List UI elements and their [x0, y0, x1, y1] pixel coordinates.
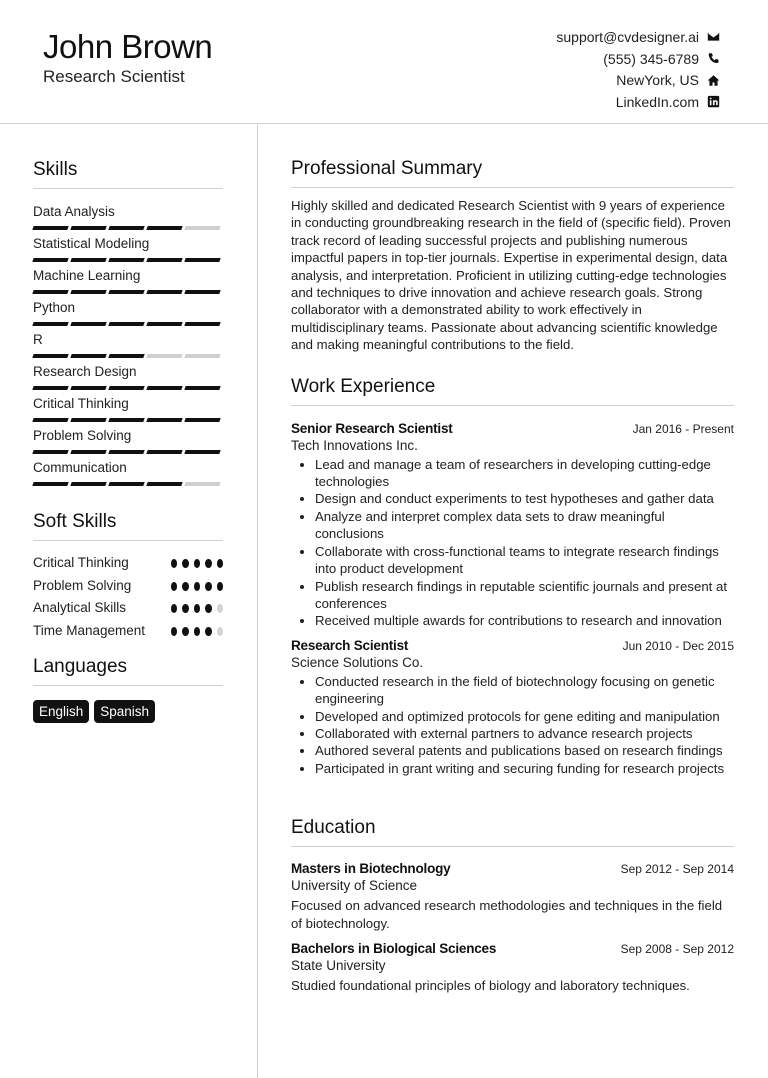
column-divider	[257, 124, 258, 1078]
contact-linkedin[interactable]	[556, 91, 720, 113]
contact-phone[interactable]	[556, 48, 720, 70]
right-column	[291, 124, 734, 994]
skill-level-segment-empty	[184, 482, 220, 486]
experience-heading: Work Experience	[291, 376, 734, 406]
soft-skill-name: Time Management	[33, 622, 146, 638]
soft-skill-rating	[171, 627, 223, 636]
skill-name: Communication	[33, 460, 127, 475]
skill-level-segment-filled	[184, 418, 220, 422]
skill-name: R	[33, 332, 43, 347]
rating-dot-filled	[205, 582, 211, 591]
skill-level-segment-filled	[32, 258, 68, 262]
skill-level-segment-filled	[146, 482, 182, 486]
responsibility-item: • Received multiple awards for contributions to research and innovation	[315, 612, 734, 629]
skill-level-bar	[33, 221, 223, 235]
skill-level-segment-filled	[146, 450, 182, 454]
skill-item	[33, 235, 223, 267]
job-company: Tech Innovations Inc.	[291, 437, 418, 453]
resume-header	[0, 0, 768, 124]
responsibility-item: • Publish research findings in reputable scientific journals and present at conferences	[315, 578, 734, 613]
rating-dot-filled	[171, 559, 177, 568]
education-date: Sep 2012 - Sep 2014	[620, 862, 734, 877]
skill-level-segment-filled	[70, 418, 106, 422]
rating-dot-empty	[217, 627, 223, 636]
responsibility-item: • Conducted research in the field of biotechnology focusing on genetic engineering	[315, 673, 734, 708]
skill-level-segment-filled	[70, 322, 106, 326]
soft-skills-heading: Soft Skills	[33, 511, 223, 541]
responsibility-item: • Authored several patents and publications based on research findings	[315, 742, 734, 759]
skill-level-segment-filled	[108, 258, 144, 262]
soft-skill-item	[33, 599, 223, 617]
rating-dot-filled	[182, 559, 188, 568]
skill-level-segment-filled	[70, 226, 106, 230]
rating-dot-filled	[205, 604, 211, 613]
job-header	[291, 638, 734, 653]
experience-list	[291, 421, 734, 778]
contact-location-text: NewYork, US	[616, 72, 699, 89]
job-responsibilities	[291, 456, 734, 630]
degree-title: Masters in Biotechnology	[291, 861, 451, 877]
skill-level-bar	[33, 285, 223, 299]
skill-item	[33, 363, 223, 395]
skill-level-bar	[33, 317, 223, 331]
soft-skill-name: Critical Thinking	[33, 555, 129, 570]
skill-level-segment-empty	[184, 226, 220, 230]
skill-level-segment-filled	[108, 322, 144, 326]
soft-skills-list	[33, 554, 223, 639]
skill-level-segment-filled	[32, 354, 68, 358]
job-entry	[291, 638, 734, 777]
soft-skill-item	[33, 554, 223, 572]
job-entry	[291, 421, 734, 630]
skill-level-bar	[33, 381, 223, 395]
skill-item	[33, 267, 223, 299]
soft-skill-name: Analytical Skills	[33, 600, 127, 615]
rating-dot-filled	[205, 627, 211, 636]
skill-level-segment-filled	[184, 322, 220, 326]
rating-dot-filled	[171, 604, 177, 613]
contact-email[interactable]	[556, 26, 720, 48]
skill-item	[33, 331, 223, 363]
skill-level-segment-filled	[184, 290, 220, 294]
skill-level-segment-filled	[146, 322, 182, 326]
contact-phone-text[interactable]: (555) 345-6789	[603, 50, 699, 67]
skill-level-segment-filled	[32, 450, 68, 454]
skill-item	[33, 459, 223, 491]
skill-level-segment-filled	[32, 482, 68, 486]
candidate-role: Research Scientist	[43, 67, 185, 86]
education-date: Sep 2008 - Sep 2012	[620, 941, 734, 956]
job-title: Research Scientist	[291, 637, 409, 653]
skill-level-segment-empty	[146, 354, 182, 358]
linkedin-icon	[706, 95, 720, 109]
skill-level-segment-filled	[70, 450, 106, 454]
left-column	[33, 124, 223, 723]
responsibility-item: • Developed and optimized protocols for gene editing and manipulation	[315, 708, 734, 725]
skill-level-bar	[33, 477, 223, 491]
contact-list	[556, 26, 720, 113]
job-responsibilities	[291, 673, 734, 777]
rating-dot-filled	[182, 627, 188, 636]
soft-skill-item	[33, 577, 223, 595]
skill-item	[33, 203, 223, 235]
skill-name: Python	[33, 300, 76, 315]
education-list	[291, 861, 734, 994]
skill-level-segment-filled	[70, 258, 106, 262]
soft-skill-rating	[171, 582, 223, 591]
rating-dot-filled	[217, 559, 223, 568]
rating-dot-filled	[194, 559, 200, 568]
phone-icon	[706, 52, 720, 66]
skill-level-segment-filled	[70, 354, 106, 358]
responsibility-item: • Participated in grant writing and securing funding for research projects	[315, 760, 734, 777]
skill-level-segment-filled	[108, 226, 144, 230]
summary-text: Highly skilled and dedicated Research Scientist with 9 years of experience in conducting groundbreaking research in the field of (specific field). Proven track record of leading successful projects and publishing numerous impactful papers in top-tier journals. Expertise in experimental design, data analysis, and interpretation. Proficient in utilizing cutting-edge technologies and techniques to drive innovation and achieve research goals. Strong collaborator with a demonstrated ability to work effectively in multidisciplinary teams. Passionate about advancing scientific knowledge and making meaningful contributions to the field.	[291, 198, 731, 353]
skill-name: Statistical Modeling	[33, 236, 150, 251]
skill-level-segment-filled	[108, 386, 144, 390]
rating-dot-filled	[171, 627, 177, 636]
home-icon	[706, 73, 720, 87]
skill-name: Data Analysis	[33, 204, 115, 219]
contact-linkedin-text[interactable]: LinkedIn.com	[615, 93, 699, 110]
envelope-icon	[706, 30, 720, 44]
responsibility-item: • Collaborate with cross-functional teams to integrate research findings into product development	[315, 543, 734, 578]
rating-dot-filled	[205, 559, 211, 568]
skill-name: Machine Learning	[33, 268, 141, 283]
skill-level-bar	[33, 253, 223, 267]
education-entry	[291, 861, 734, 932]
responsibility-item: • Lead and manage a team of researchers in developing cutting-edge technologies	[315, 456, 734, 491]
rating-dot-filled	[194, 627, 200, 636]
education-description: Studied foundational principles of biology and laboratory techniques.	[291, 977, 690, 993]
rating-dot-filled	[194, 604, 200, 613]
languages-list	[33, 700, 223, 723]
rating-dot-filled	[182, 604, 188, 613]
skill-level-segment-filled	[32, 290, 68, 294]
summary-heading: Professional Summary	[291, 158, 734, 188]
soft-skill-item	[33, 622, 223, 640]
skill-level-segment-filled	[108, 482, 144, 486]
school-name: State University	[291, 957, 386, 973]
job-title: Senior Research Scientist	[291, 420, 453, 436]
education-entry	[291, 941, 734, 994]
skill-level-bar	[33, 445, 223, 459]
language-badge: Spanish	[94, 700, 155, 723]
education-header	[291, 861, 734, 876]
education-description: Focused on advanced research methodologies and techniques in the field of biotechnology.	[291, 898, 723, 931]
skill-level-segment-filled	[108, 450, 144, 454]
skill-level-segment-filled	[70, 386, 106, 390]
responsibility-item: • Collaborated with external partners to advance research projects	[315, 725, 734, 742]
skill-level-segment-filled	[70, 290, 106, 294]
responsibility-item: • Design and conduct experiments to test hypotheses and gather data	[315, 490, 734, 507]
skill-item	[33, 395, 223, 427]
skills-list	[33, 203, 223, 491]
responsibility-item: • Analyze and interpret complex data sets to draw meaningful conclusions	[315, 508, 734, 543]
job-date: Jun 2010 - Dec 2015	[622, 638, 734, 653]
rating-dot-empty	[217, 604, 223, 613]
skill-level-segment-filled	[70, 482, 106, 486]
education-heading: Education	[291, 817, 734, 847]
skills-heading: Skills	[33, 159, 223, 189]
skill-level-segment-filled	[184, 450, 220, 454]
job-company: Science Solutions Co.	[291, 654, 424, 670]
contact-location	[556, 69, 720, 91]
skill-item	[33, 299, 223, 331]
language-badge: English	[33, 700, 89, 723]
skill-level-segment-filled	[108, 290, 144, 294]
rating-dot-filled	[194, 582, 200, 591]
skill-level-segment-filled	[108, 354, 144, 358]
skill-level-segment-filled	[146, 418, 182, 422]
skill-level-segment-filled	[146, 226, 182, 230]
soft-skill-rating	[171, 604, 223, 613]
skill-level-segment-filled	[32, 386, 68, 390]
soft-skill-name: Problem Solving	[33, 577, 132, 593]
school-name: University of Science	[291, 878, 418, 894]
skill-level-segment-filled	[108, 418, 144, 422]
skill-level-segment-empty	[184, 354, 220, 358]
rating-dot-filled	[171, 582, 177, 591]
rating-dot-filled	[217, 582, 223, 591]
skill-name: Research Design	[33, 364, 137, 379]
skill-level-segment-filled	[184, 258, 220, 262]
job-date: Jan 2016 - Present	[632, 421, 734, 436]
skill-level-segment-filled	[184, 386, 220, 390]
rating-dot-filled	[182, 582, 188, 591]
skill-name: Critical Thinking	[33, 396, 129, 411]
skill-level-bar	[33, 349, 223, 363]
skill-level-segment-filled	[32, 322, 68, 326]
skill-item	[33, 427, 223, 459]
skill-name: Problem Solving	[33, 428, 132, 443]
languages-heading: Languages	[33, 656, 223, 686]
job-header	[291, 421, 734, 436]
skill-level-segment-filled	[146, 258, 182, 262]
skill-level-segment-filled	[146, 290, 182, 294]
skill-level-bar	[33, 413, 223, 427]
candidate-name: John Brown	[43, 28, 213, 65]
skill-level-segment-filled	[146, 386, 182, 390]
soft-skill-rating	[171, 559, 223, 568]
skill-level-segment-filled	[32, 226, 68, 230]
skill-level-segment-filled	[32, 418, 68, 422]
contact-email-text[interactable]: support@cvdesigner.ai	[556, 28, 699, 45]
degree-title: Bachelors in Biological Sciences	[291, 940, 497, 956]
education-header	[291, 941, 734, 956]
